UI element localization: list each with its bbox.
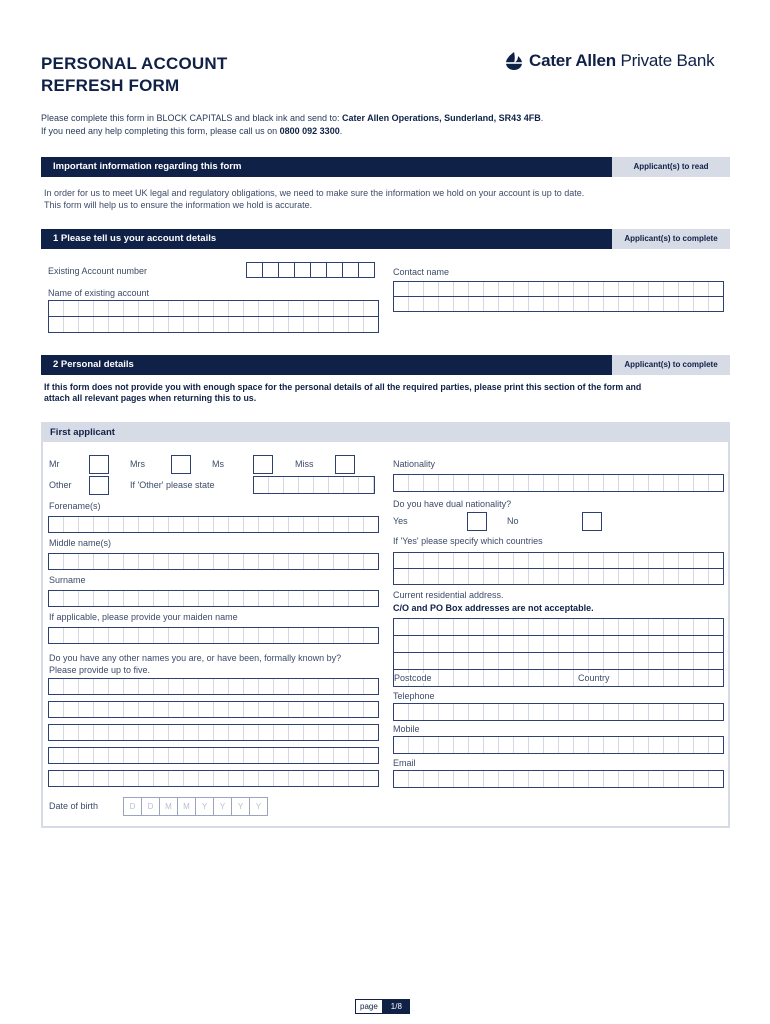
form-title-line2: REFRESH FORM — [41, 76, 180, 95]
section2-note — [44, 382, 641, 404]
maiden-name-field[interactable] — [48, 627, 379, 644]
title-other-checkbox[interactable] — [89, 476, 109, 495]
section2-note-line1: If this form does not provide you with enough space for the personal details of all the required parties, please print this section of the form and — [44, 382, 642, 392]
section2-note-line2: attach all relevant pages when returning this to us. — [44, 393, 257, 403]
form-title — [41, 53, 227, 97]
dob-year-4[interactable]: Y — [249, 797, 268, 816]
surname-field[interactable] — [48, 590, 379, 607]
first-applicant-heading: First applicant — [50, 427, 115, 438]
dual-yes-checkbox[interactable] — [467, 512, 487, 531]
form-title-line1: PERSONAL ACCOUNT — [41, 54, 228, 73]
telephone-label: Telephone — [393, 691, 435, 701]
dob-day-1[interactable]: D — [123, 797, 142, 816]
email-label: Email — [393, 758, 416, 768]
intro-line2: If you need any help completing this form, please call us on — [41, 126, 280, 136]
other-name-field-4[interactable] — [48, 747, 379, 764]
contact-name-label: Contact name — [393, 267, 450, 277]
dual-nationality-label: Do you have dual nationality? — [393, 499, 512, 509]
date-of-birth-field[interactable] — [123, 797, 267, 816]
title-other-label: Other — [49, 480, 72, 490]
title-ms-checkbox[interactable] — [253, 455, 273, 474]
other-name-field-2[interactable] — [48, 701, 379, 718]
other-names-q1: Do you have any other names you are, or have been, formally known by? — [49, 653, 342, 663]
title-miss-label: Miss — [295, 459, 314, 469]
other-title-field[interactable] — [253, 476, 375, 494]
account-number-field[interactable] — [246, 262, 374, 278]
important-info-title: Important information regarding this form — [53, 161, 242, 172]
first-applicant-header — [43, 424, 728, 442]
title-ms-label: Ms — [212, 459, 224, 469]
other-names-label — [49, 652, 341, 676]
help-phone: 0800 092 3300 — [279, 126, 340, 136]
logo-bold-text: Cater Allen — [529, 51, 616, 70]
address-field-3[interactable] — [393, 652, 724, 670]
account-name-field-1[interactable] — [48, 300, 379, 317]
nationality-field[interactable] — [393, 474, 724, 492]
title-mr-label: Mr — [49, 459, 60, 469]
page-label: page — [355, 999, 383, 1014]
other-title-label: If 'Other' please state — [130, 480, 215, 490]
contact-name-field-1[interactable] — [393, 281, 724, 297]
important-info-bar — [41, 157, 730, 177]
title-mr-checkbox[interactable] — [89, 455, 109, 474]
surname-label: Surname — [49, 575, 86, 585]
section1-title: 1 Please tell us your account details — [53, 233, 217, 244]
page-indicator — [355, 999, 410, 1014]
section2-title: 2 Personal details — [53, 359, 134, 370]
page-number: 1/8 — [383, 999, 410, 1014]
account-number-label: Existing Account number — [48, 266, 148, 276]
intro-line2-end: . — [339, 126, 343, 136]
other-name-field-1[interactable] — [48, 678, 379, 695]
important-text-line2: This form will help us to ensure the information we hold is accurate. — [44, 200, 313, 210]
address-field-2[interactable] — [393, 635, 724, 653]
forenames-field[interactable] — [48, 516, 379, 533]
address-note: C/O and PO Box addresses are not acceptable. — [393, 603, 594, 613]
nationality-label: Nationality — [393, 459, 436, 469]
section1-bar — [41, 229, 730, 249]
section2-bar — [41, 355, 730, 375]
dob-month-1[interactable]: M — [159, 797, 178, 816]
maiden-name-label: If applicable, please provide your maiden name — [49, 612, 238, 622]
title-mrs-label: Mrs — [130, 459, 145, 469]
email-field[interactable] — [393, 770, 724, 788]
dual-no-label: No — [507, 516, 519, 526]
section1-tag: Applicant(s) to complete — [612, 229, 730, 249]
intro-text — [41, 112, 543, 138]
other-name-field-5[interactable] — [48, 770, 379, 787]
section2-tag: Applicant(s) to complete — [612, 355, 730, 375]
intro-line1-end: . — [540, 113, 544, 123]
dob-year-1[interactable]: Y — [195, 797, 214, 816]
specify-countries-label: If 'Yes' please specify which countries — [393, 536, 543, 546]
date-of-birth-label: Date of birth — [49, 801, 99, 811]
forenames-label: Forename(s) — [49, 501, 101, 511]
dual-no-checkbox[interactable] — [582, 512, 602, 531]
dual-yes-label: Yes — [393, 516, 408, 526]
current-address-label: Current residential address. — [393, 590, 504, 600]
dob-month-2[interactable]: M — [177, 797, 196, 816]
countries-field-2[interactable] — [393, 568, 724, 585]
countries-field-1[interactable] — [393, 552, 724, 569]
bank-logo — [503, 50, 714, 72]
mobile-field[interactable] — [393, 736, 724, 754]
title-miss-checkbox[interactable] — [335, 455, 355, 474]
flame-logo-icon — [503, 51, 525, 71]
middle-names-label: Middle name(s) — [49, 538, 112, 548]
dob-year-3[interactable]: Y — [231, 797, 250, 816]
important-info-text — [44, 187, 584, 211]
account-name-label: Name of existing account — [48, 288, 150, 298]
important-text-line1: In order for us to meet UK legal and regulatory obligations, we need to make sure the information we hold on your account is up to date. — [44, 188, 585, 198]
middle-names-field[interactable] — [48, 553, 379, 570]
important-info-tag: Applicant(s) to read — [612, 157, 730, 177]
mobile-label: Mobile — [393, 724, 420, 734]
dob-year-2[interactable]: Y — [213, 797, 232, 816]
other-name-field-3[interactable] — [48, 724, 379, 741]
telephone-field[interactable] — [393, 703, 724, 721]
intro-line1: Please complete this form in BLOCK CAPITALS and black ink and send to: — [41, 113, 342, 123]
account-name-field-2[interactable] — [48, 316, 379, 333]
country-label: Country — [578, 673, 610, 683]
other-names-q2: Please provide up to five. — [49, 665, 151, 675]
send-address: Cater Allen Operations, Sunderland, SR43 4FB — [341, 113, 541, 123]
address-field-1[interactable] — [393, 618, 724, 636]
title-mrs-checkbox[interactable] — [171, 455, 191, 474]
dob-day-2[interactable]: D — [141, 797, 160, 816]
postcode-label: Postcode — [394, 673, 432, 683]
contact-name-field-2[interactable] — [393, 296, 724, 312]
logo-light-text: Private Bank — [615, 51, 715, 70]
postcode-country-field[interactable] — [393, 669, 724, 687]
